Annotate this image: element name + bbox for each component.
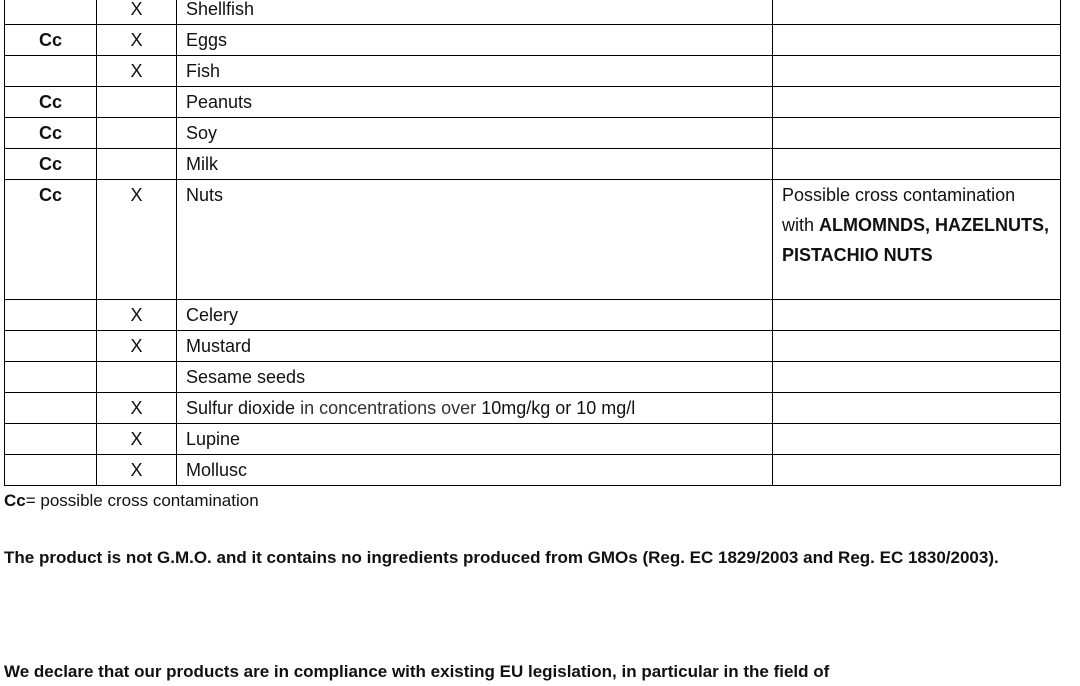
allergen-name: Sulfur dioxide — [186, 398, 296, 418]
cc-cell — [5, 362, 97, 393]
note-cell — [773, 118, 1061, 149]
note-cell — [773, 300, 1061, 331]
x-cell: X — [97, 393, 177, 424]
cc-cell — [5, 424, 97, 455]
allergen-name-cell: Fish — [177, 56, 773, 87]
allergen-name-cell: Eggs — [177, 25, 773, 56]
table-row — [5, 0, 1061, 25]
cc-cell — [5, 300, 97, 331]
x-cell — [97, 149, 177, 180]
allergen-qualifier: in concentrations over — [295, 398, 482, 418]
allergen-name-cell: Lupine — [177, 424, 773, 455]
cc-cell — [5, 331, 97, 362]
allergen-name-cell: Milk — [177, 149, 773, 180]
x-cell — [97, 362, 177, 393]
x-cell: X — [97, 0, 177, 25]
x-cell: X — [97, 424, 177, 455]
note-cell — [773, 362, 1061, 393]
x-cell — [97, 118, 177, 149]
note-cell — [773, 455, 1061, 486]
cc-cell: Cc — [5, 25, 97, 56]
allergen-name-cell: Peanuts — [177, 87, 773, 118]
allergen-name-cell: Shellfish — [177, 0, 773, 25]
x-cell: X — [97, 56, 177, 87]
compliance-declaration: We declare that our products are in compliance with existing EU legislation, in particular in the field of — [4, 662, 830, 681]
table-row — [5, 149, 1061, 180]
table-row — [5, 180, 1061, 300]
allergen-name-cell: Nuts — [177, 180, 773, 300]
note-cell — [773, 87, 1061, 118]
allergen-name-cell: Soy — [177, 118, 773, 149]
legend-definition: = possible cross contamination — [25, 491, 259, 510]
x-cell: X — [97, 25, 177, 56]
table-row — [5, 87, 1061, 118]
allergen-name-cell: Mollusc — [177, 455, 773, 486]
note-cell — [773, 56, 1061, 87]
allergen-name-cell — [177, 393, 773, 424]
cc-cell: Cc — [5, 149, 97, 180]
x-cell: X — [97, 455, 177, 486]
cc-cell — [5, 455, 97, 486]
table-row — [5, 455, 1061, 486]
cc-legend — [4, 490, 259, 512]
table-row — [5, 424, 1061, 455]
table-row — [5, 118, 1061, 149]
table-row — [5, 393, 1061, 424]
note-cell — [773, 393, 1061, 424]
note-cell — [773, 25, 1061, 56]
allergen-threshold: 10mg/kg or 10 mg/l — [481, 398, 636, 418]
table-row — [5, 300, 1061, 331]
allergen-name-cell: Sesame seeds — [177, 362, 773, 393]
note-text: Possible cross contamination with — [782, 185, 1016, 235]
gmo-statement: The product is not G.M.O. and it contains no ingredients produced from GMOs (Reg. EC 1829/2003 and Reg. EC 1830/2003). — [4, 548, 999, 567]
cc-cell — [5, 0, 97, 25]
table-row — [5, 25, 1061, 56]
x-cell: X — [97, 331, 177, 362]
cc-cell — [5, 56, 97, 87]
note-cell — [773, 424, 1061, 455]
x-cell — [97, 87, 177, 118]
cc-cell: Cc — [5, 87, 97, 118]
cc-cell: Cc — [5, 118, 97, 149]
cross-contamination-note-cell — [773, 180, 1061, 300]
allergen-name-cell: Mustard — [177, 331, 773, 362]
table-row — [5, 56, 1061, 87]
note-cell — [773, 149, 1061, 180]
note-cell — [773, 0, 1061, 25]
note-cell — [773, 331, 1061, 362]
cc-cell: Cc — [5, 180, 97, 300]
x-cell: X — [97, 180, 177, 300]
note-bold-text: ALMOMNDS, HAZELNUTS, PISTACHIO NUTS — [782, 215, 1050, 265]
x-cell: X — [97, 300, 177, 331]
table-row — [5, 362, 1061, 393]
allergen-table — [4, 0, 1061, 486]
allergen-name-cell: Celery — [177, 300, 773, 331]
table-row — [5, 331, 1061, 362]
legend-term: Cc — [4, 491, 26, 510]
cc-cell — [5, 393, 97, 424]
